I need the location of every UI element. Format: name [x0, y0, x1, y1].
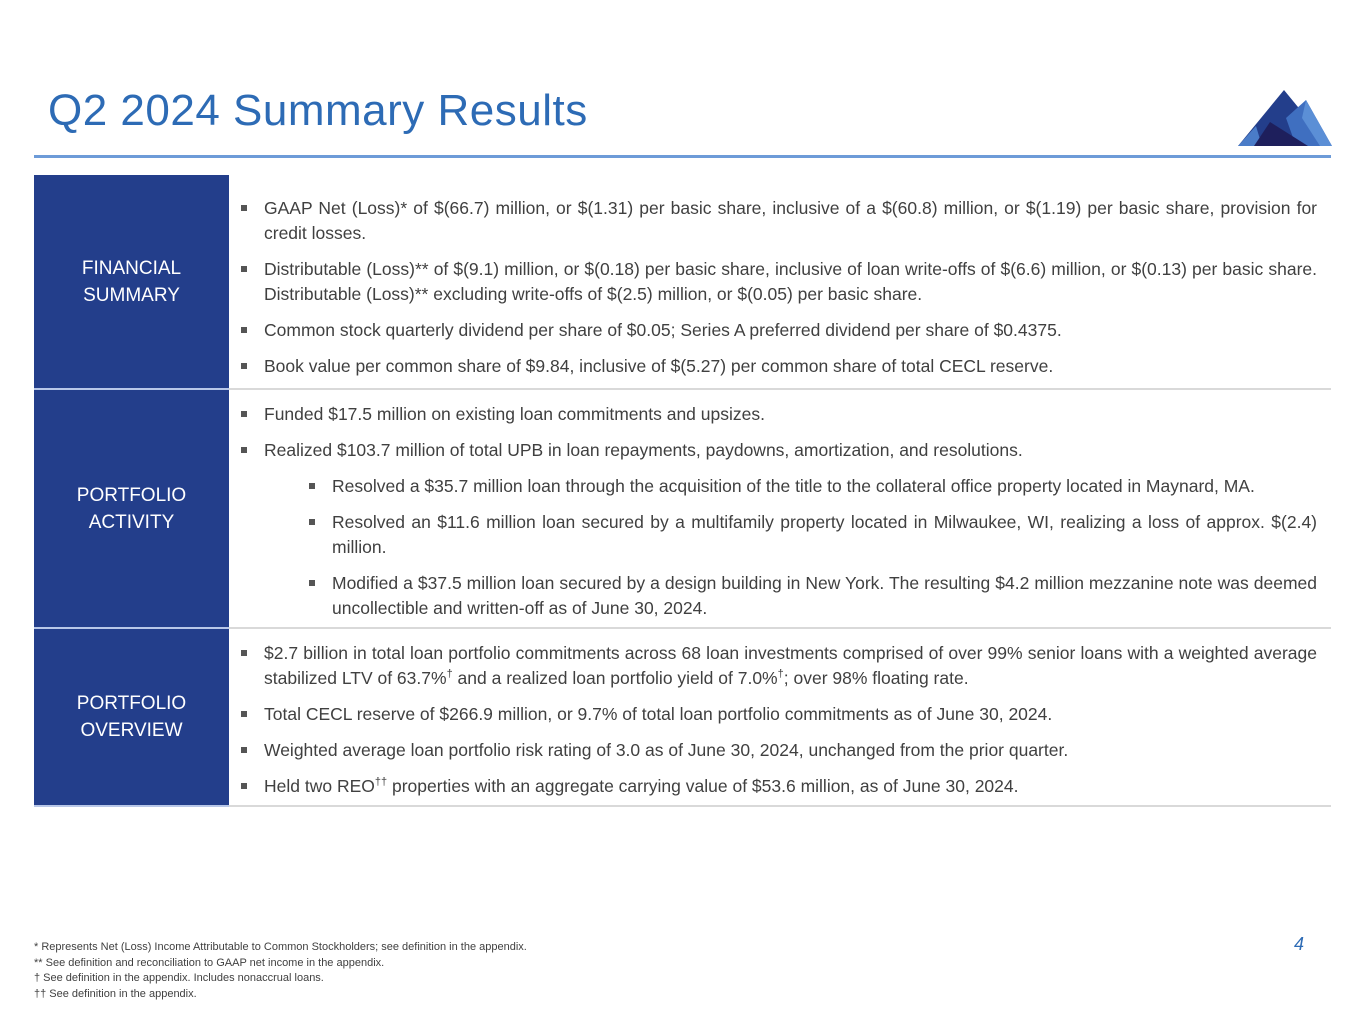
bullet-text: Book value per common share of $9.84, inclusive of $(5.27) per common share of total CECL reserve.	[264, 356, 1054, 376]
bullet-square-icon	[241, 711, 247, 717]
section-label-line: ACTIVITY	[88, 511, 175, 533]
section-financial-summary	[34, 175, 1331, 390]
bullet-text: Held two REO	[264, 776, 375, 796]
page-number: 4	[1294, 934, 1305, 954]
bullet-item	[241, 196, 1317, 246]
bullet-text: Modified a $37.5 million loan secured by a design building in New York. The resulting $4.2 million mezzanine note was deemed uncollectible and written-off as of June 30, 2024.	[332, 573, 1317, 618]
bullet-item	[241, 702, 1317, 727]
bullet-square-icon	[241, 411, 247, 417]
bullet-item	[241, 354, 1317, 379]
bullet-text: Funded $17.5 million on existing loan commitments and upsizes.	[264, 404, 765, 424]
bullet-text: $2.7 billion in total loan portfolio commitments across 68 loan investments comprised of over 99% senior loans with a weighted average stabilized LTV of 63.7%	[264, 643, 1317, 688]
bullet-text: Resolved an $11.6 million loan secured by a multifamily property located in Milwaukee, WI, realizing a loss of approx. $(2.4) million.	[332, 512, 1317, 557]
bullet-square-icon	[241, 447, 247, 453]
section-label-line: PORTFOLIO	[76, 484, 187, 506]
section-label	[34, 175, 229, 390]
footnote-marker: †	[446, 668, 453, 680]
bullet-item	[241, 318, 1317, 343]
section-portfolio-activity	[34, 390, 1331, 629]
summary-table	[34, 175, 1331, 807]
page-title: Q2 2024 Summary Results	[48, 86, 588, 135]
sub-bullet-item	[309, 571, 1317, 621]
bullet-item	[241, 641, 1317, 691]
section-content	[229, 390, 1331, 627]
bullet-item	[241, 257, 1317, 307]
section-label-line: OVERVIEW	[80, 720, 183, 741]
bullet-item	[241, 402, 1317, 427]
title-divider	[34, 155, 1331, 158]
bullet-square-icon	[241, 205, 247, 211]
section-portfolio-overview	[34, 629, 1331, 807]
bullet-text: ; over 98% floating rate.	[783, 668, 969, 688]
bullet-square-icon	[309, 580, 315, 586]
bullet-square-icon	[241, 266, 247, 272]
section-label	[34, 390, 229, 629]
bullet-square-icon	[241, 327, 247, 333]
bullet-text: Weighted average loan portfolio risk rating of 3.0 as of June 30, 2024, unchanged from the prior quarter.	[264, 740, 1069, 760]
bullet-square-icon	[309, 483, 315, 489]
mountain-logo-icon	[1236, 88, 1332, 148]
footnote-marker: ††	[374, 776, 388, 788]
bullet-text: Resolved a $35.7 million loan through the acquisition of the title to the collateral office property located in Maynard, MA.	[332, 476, 1255, 496]
bullet-square-icon	[241, 747, 247, 753]
bullet-item	[241, 774, 1317, 799]
sub-bullet-item	[309, 474, 1317, 499]
bullet-text: Common stock quarterly dividend per share of $0.05; Series A preferred dividend per share of $0.4375.	[264, 320, 1062, 340]
sub-bullet-item	[309, 510, 1317, 560]
section-content	[229, 629, 1331, 805]
section-label-line: PORTFOLIO	[76, 693, 187, 714]
bullet-item	[241, 438, 1317, 463]
bullet-text: Distributable (Loss)** of $(9.1) million, or $(0.18) per basic share, inclusive of loan write-offs of $(6.6) million, or $(0.13) per basic share. Distributable (Loss)** excluding write-offs of $(2.5) million, or $(0.05) per basic share.	[264, 259, 1317, 304]
footnote: †† See definition in the appendix.	[34, 987, 197, 1000]
bullet-item	[241, 738, 1317, 763]
bullet-text: and a realized loan portfolio yield of 7.0%	[452, 668, 778, 688]
bullet-square-icon	[241, 363, 247, 369]
bullet-text: Realized $103.7 million of total UPB in loan repayments, paydowns, amortization, and resolutions.	[264, 440, 1023, 460]
bullet-square-icon	[309, 519, 315, 525]
bullet-text: Total CECL reserve of $266.9 million, or 9.7% of total loan portfolio commitments as of June 30, 2024.	[264, 704, 1053, 724]
bullet-square-icon	[241, 650, 247, 656]
footnotes	[34, 940, 527, 1002]
section-label	[34, 629, 229, 807]
bullet-text: properties with an aggregate carrying value of $53.6 million, as of June 30, 2024.	[387, 776, 1019, 796]
bullet-text: GAAP Net (Loss)* of $(66.7) million, or $(1.31) per basic share, inclusive of a $(60.8) million, or $(1.19) per basic share, provision for credit losses.	[264, 198, 1317, 243]
footnote: ** See definition and reconciliation to GAAP net income in the appendix.	[34, 956, 385, 969]
footnote: * Represents Net (Loss) Income Attributable to Common Stockholders; see definition in the appendix.	[34, 941, 527, 953]
bullet-square-icon	[241, 783, 247, 789]
section-content	[229, 175, 1331, 388]
footnote-marker: †	[777, 668, 784, 680]
section-label-line: FINANCIAL	[81, 257, 182, 279]
footnote: † See definition in the appendix. Includes nonaccrual loans.	[34, 972, 324, 984]
section-label-line: SUMMARY	[83, 284, 180, 306]
